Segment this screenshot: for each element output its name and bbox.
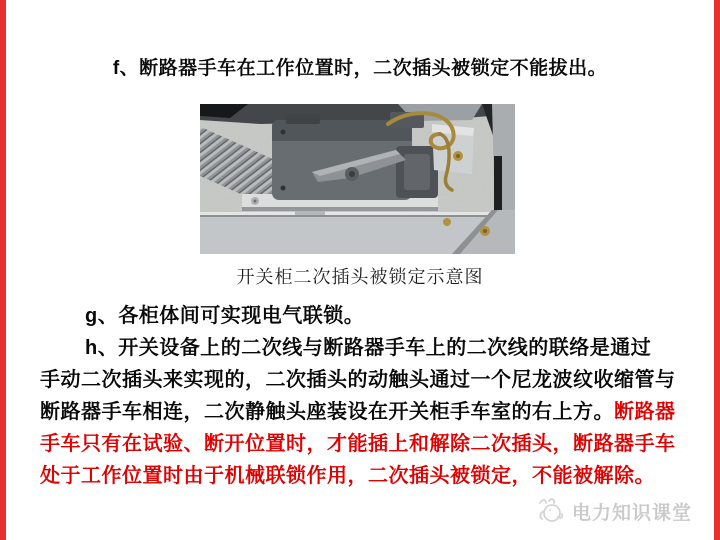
paragraph-h-line-4 xyxy=(40,432,676,456)
secondary-plug-photo xyxy=(200,104,515,254)
paragraph-g xyxy=(85,304,364,328)
watermark-text: 电力知识课堂 xyxy=(571,502,692,524)
paragraph-h-line-3-red-text: 断路器 xyxy=(614,401,676,423)
paragraph-h-line-4-text: 手车只有在试验、断开位置时，才能插上和解除二次插头，断路器手车 xyxy=(40,433,676,455)
paragraph-h-line-2-text: 手动二次插头来实现的，二次插头的动触头通过一个尼龙波纹收缩管与 xyxy=(40,369,676,391)
slide-title: f、断路器手车在工作位置时，二次插头被锁定不能拔出。 xyxy=(112,58,608,79)
paragraph-h-line-5 xyxy=(40,464,655,488)
figure-caption: 开关柜二次插头被锁定示意图 xyxy=(236,267,484,287)
paragraph-h-line-3-black-text: 断路器手车相连，二次静触头座装设在开关柜手车室的右上方。 xyxy=(40,401,614,423)
paragraph-h-line-1 xyxy=(85,336,651,360)
paragraph-h-line-1-text: h、开关设备上的二次线与断路器手车上的二次线的联络是通过 xyxy=(85,337,652,359)
watermark xyxy=(534,497,692,525)
paragraph-g-text: g、各柜体间可实现电气联锁。 xyxy=(85,305,365,327)
paragraph-h-line-2 xyxy=(40,368,676,392)
paragraph-h-line-3 xyxy=(40,400,676,424)
paragraph-h-line-5-text: 处于工作位置时由于机械联锁作用，二次插头被锁定，不能被解除。 xyxy=(40,465,655,487)
mascot-doodle-icon xyxy=(534,497,566,525)
